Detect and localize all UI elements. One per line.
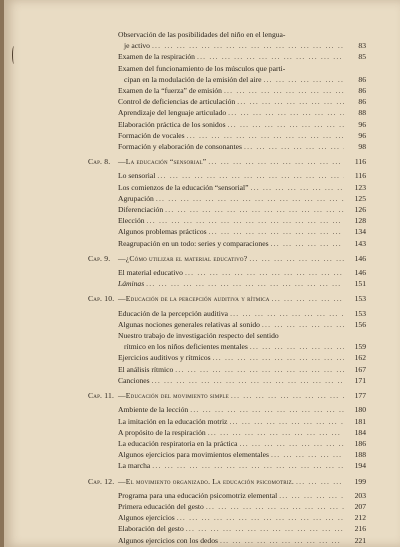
margin-pencil-mark	[12, 46, 16, 64]
chapter-page-number: 153	[354, 294, 366, 304]
leader-dots	[224, 85, 344, 96]
toc-page-number: 96	[358, 130, 366, 140]
toc-page-number: 167	[354, 364, 366, 374]
toc-entry-title: Formación de vocales	[118, 130, 185, 140]
toc-entry	[88, 40, 366, 51]
leader-dots	[240, 438, 344, 449]
leader-dots	[271, 449, 344, 460]
toc-page-number: 203	[354, 490, 366, 500]
chapter-label: Cap. 12.	[88, 476, 115, 486]
toc-entry-title: Algunos ejercicios para movimientos elementales	[118, 450, 269, 460]
leader-dots	[165, 204, 344, 215]
toc-page-number: 181	[354, 416, 366, 426]
toc-page-number: 186	[354, 438, 366, 448]
toc-entry	[88, 460, 366, 471]
toc-page-number: 126	[354, 205, 366, 215]
toc-entry	[88, 170, 366, 181]
toc-entry-title: Agrupación	[118, 193, 154, 203]
toc-entry	[88, 490, 366, 501]
toc-page-number: 123	[354, 182, 366, 192]
toc-entry	[88, 501, 366, 512]
toc-entry-title: La marcha	[118, 461, 151, 471]
toc-entry	[88, 352, 366, 363]
leader-dots	[197, 51, 344, 62]
toc-page-number: 88	[358, 108, 366, 118]
chapter-label: Cap. 10.	[88, 294, 115, 304]
toc-entry-title: El análisis rítmico	[118, 364, 174, 374]
chapter-page-number: 199	[354, 476, 366, 486]
leader-dots	[208, 427, 344, 438]
toc-entry-title: je activo	[124, 41, 150, 51]
toc-entry	[88, 96, 366, 107]
toc-entry	[88, 267, 366, 278]
toc-entry-line: Examen del funcionamiento de los músculos que parti-	[118, 63, 286, 73]
leader-dots	[249, 253, 344, 264]
toc-entry-title: Ambiente de la lección	[118, 405, 189, 415]
toc-page-number: 162	[354, 353, 366, 363]
toc-entry-title: Algunos problemas prácticos	[118, 227, 207, 237]
toc-entry-title: Programa para una educación psicomotriz elemental	[118, 490, 278, 500]
toc-entry	[88, 319, 366, 330]
toc-entry-title: Algunos ejercicios con los dedos	[118, 535, 218, 545]
toc-entry	[88, 523, 366, 534]
toc-entry	[88, 512, 366, 523]
toc-entry-title: rítmico en los niños deficientes mentales	[124, 342, 248, 352]
toc-entry	[88, 438, 366, 449]
toc-entry-title: Reagrupación en un todo: series y comparaciones	[118, 238, 269, 248]
leader-dots	[271, 238, 344, 249]
toc-page-number: 86	[358, 74, 366, 84]
toc-entry-title: cipan en la modulación de la emisión del aire	[124, 74, 262, 84]
toc-entry	[88, 215, 366, 226]
toc-entry-title: Los comienzos de la educación “sensorial”	[118, 182, 249, 192]
toc-page-number: 128	[354, 216, 366, 226]
toc-entry	[88, 204, 366, 215]
toc-entry-title: Algunas nociones generales relativas al sonido	[118, 319, 260, 329]
toc-entry	[88, 449, 366, 460]
leader-dots	[272, 293, 344, 304]
chapter-label: Cap. 11.	[88, 391, 115, 401]
toc-page-number: 153	[354, 308, 366, 318]
toc-page-number: 216	[354, 524, 366, 534]
toc-entry	[88, 85, 366, 96]
toc-entry	[88, 375, 366, 386]
toc-entry	[88, 226, 366, 237]
book-page	[4, 0, 400, 547]
toc-page-number: 212	[354, 513, 366, 523]
leader-dots	[237, 96, 344, 107]
leader-dots	[213, 352, 344, 363]
chapter-page-number: 177	[354, 391, 366, 401]
toc-page-number: 85	[358, 52, 366, 62]
toc-entry-title: La imitación en la educación motriz	[118, 416, 228, 426]
toc-entry-title: Control de deficiencias de articulación	[118, 97, 236, 107]
toc-entry-title: La educación respiratoria en la práctica	[118, 438, 238, 448]
toc-page-number: 171	[354, 375, 366, 385]
leader-dots	[262, 319, 344, 330]
toc-entry-title: Algunos ejercicios	[118, 513, 175, 523]
toc-entry	[88, 364, 366, 375]
toc-page-number: 98	[358, 142, 366, 152]
toc-entry	[88, 341, 366, 352]
toc-entry-title: Aprendizaje del lenguaje articulado	[118, 108, 227, 118]
chapter-heading	[88, 476, 366, 487]
toc-page-number: 207	[354, 501, 366, 511]
toc-entry	[88, 182, 366, 193]
toc-entry	[88, 74, 366, 85]
toc-entry-title: A propósito de la respiración	[118, 427, 206, 437]
chapter-title: —La educación “sensorial”	[118, 157, 207, 167]
toc-page-number: 125	[354, 193, 366, 203]
chapter-heading	[88, 253, 366, 264]
chapter-page-number: 146	[354, 253, 366, 263]
leader-dots	[220, 535, 344, 546]
leader-dots	[296, 476, 344, 487]
toc-entry	[88, 238, 366, 249]
leader-dots	[157, 170, 344, 181]
toc-entry-title: Elección	[118, 216, 145, 226]
toc-entry-title: Examen de la respiración	[118, 52, 195, 62]
leader-dots	[228, 107, 344, 118]
leader-dots	[175, 364, 344, 375]
toc-entry-title: Canciones	[118, 375, 150, 385]
toc-page-number: 86	[358, 97, 366, 107]
toc-entry-title: Lo sensorial	[118, 171, 156, 181]
toc-page-number: 83	[358, 41, 366, 51]
chapter-label: Cap. 8.	[88, 157, 111, 167]
leader-dots	[250, 341, 344, 352]
toc-entry-line: Observación de las posibilidades del niño en el lengua-	[118, 30, 286, 39]
chapter-title: —Educación del movimiento simple	[118, 391, 229, 401]
toc-page-number: 151	[354, 279, 366, 289]
leader-dots	[230, 308, 344, 319]
toc-page-number: 143	[354, 238, 366, 248]
toc-entry-title: Elaboración del gesto	[118, 524, 184, 534]
leader-dots	[190, 404, 344, 415]
toc-page-number: 180	[354, 405, 366, 415]
toc-entry	[88, 404, 366, 415]
leader-dots	[186, 523, 344, 534]
toc-entry-title: El material educativo	[118, 268, 183, 278]
toc-entry	[88, 51, 366, 62]
leader-dots	[279, 490, 344, 501]
toc-page-number: 194	[354, 461, 366, 471]
leader-dots	[208, 156, 344, 167]
toc-entry-title: Examen de la “fuerza” de emisión	[118, 86, 222, 96]
toc-page-number: 188	[354, 450, 366, 460]
chapter-title: —Educación de la percepción auditiva y rítmica	[118, 294, 270, 304]
toc-entry	[88, 427, 366, 438]
leader-dots	[228, 119, 344, 130]
toc-page-number: 221	[354, 535, 366, 545]
leader-dots	[146, 278, 344, 289]
leader-dots	[187, 130, 344, 141]
table-of-contents	[88, 29, 366, 546]
toc-entry	[88, 107, 366, 118]
toc-entry-line: Nuestro trabajo de investigación respecto del sentido	[118, 331, 279, 341]
toc-entry-title: Elaboración práctica de los sonidos	[118, 119, 226, 129]
leader-dots	[152, 460, 344, 471]
toc-entry-title: Láminas	[118, 279, 145, 289]
leader-dots	[263, 74, 344, 85]
toc-entry-title: Formación y elaboración de consonantes	[118, 142, 242, 152]
chapter-title: —¿Cómo utilizar el material educativo?	[118, 253, 248, 263]
leader-dots	[229, 416, 344, 427]
leader-dots	[147, 215, 344, 226]
toc-page-number: 146	[354, 268, 366, 278]
toc-entry	[88, 193, 366, 204]
leader-dots	[156, 193, 344, 204]
toc-entry-title: Primera educación del gesto	[118, 501, 204, 511]
toc-page-number: 156	[354, 319, 366, 329]
toc-entry	[88, 119, 366, 130]
leader-dots	[244, 141, 344, 152]
toc-page-number: 134	[354, 227, 366, 237]
toc-entry-title: Diferenciación	[118, 205, 164, 215]
chapter-heading	[88, 156, 366, 167]
toc-entry	[88, 141, 366, 152]
chapter-label: Cap. 9.	[88, 253, 111, 263]
toc-entry	[88, 535, 366, 546]
leader-dots	[206, 501, 344, 512]
toc-entry	[88, 130, 366, 141]
leader-dots	[152, 40, 344, 51]
chapter-heading	[88, 390, 366, 401]
toc-page-number: 96	[358, 119, 366, 129]
leader-dots	[185, 267, 344, 278]
toc-entry-title: Ejercicios auditivos y rítmicos	[118, 353, 211, 363]
toc-entry-title: Educación de la percepción auditiva	[118, 308, 229, 318]
toc-entry	[88, 308, 366, 319]
leader-dots	[251, 182, 344, 193]
toc-page-number: 159	[354, 342, 366, 352]
toc-page-number: 116	[354, 171, 366, 181]
chapter-page-number: 116	[354, 157, 366, 167]
toc-entry	[88, 416, 366, 427]
chapter-title: —El movimiento organizado. La educación psicomotriz.	[118, 476, 295, 486]
toc-page-number: 184	[354, 427, 366, 437]
leader-dots	[177, 512, 344, 523]
toc-page-number: 86	[358, 86, 366, 96]
leader-dots	[152, 375, 344, 386]
toc-entry	[88, 278, 366, 289]
chapter-heading	[88, 293, 366, 304]
leader-dots	[209, 226, 344, 237]
leader-dots	[231, 390, 344, 401]
